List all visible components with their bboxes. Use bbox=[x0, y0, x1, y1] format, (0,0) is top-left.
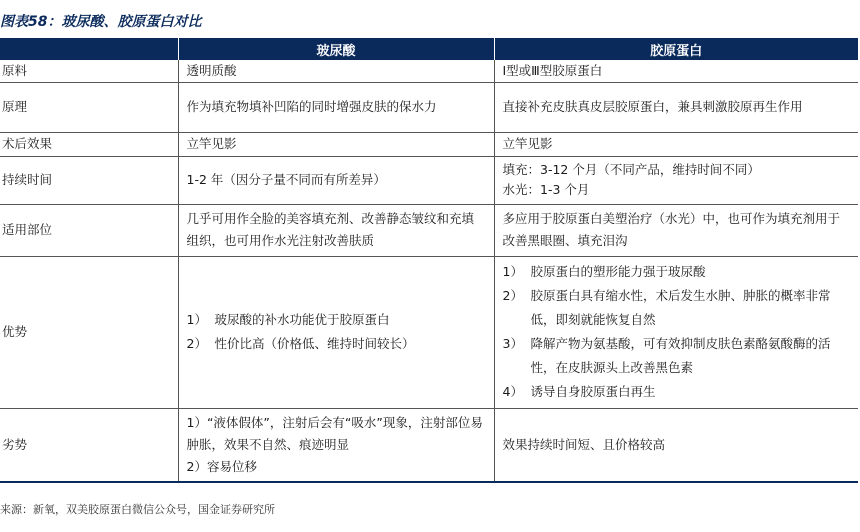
table-cell bbox=[494, 256, 858, 408]
table-cell: 立竿见影 bbox=[494, 132, 858, 156]
table-cell: 多应用于胶原蛋白美塑治疗（水光）中，也可作为填充剂用于改善黑眼圈、填充泪沟 bbox=[494, 204, 858, 256]
row-label: 劣势 bbox=[0, 408, 178, 482]
list-item: 4） 诱导自身胶原蛋白再生 bbox=[502, 384, 656, 399]
list-item: 1） 玻尿酸的补水功能优于胶原蛋白 bbox=[186, 312, 390, 327]
table-cell: 效果持续时间短、且价格较高 bbox=[494, 408, 858, 482]
table-row bbox=[0, 204, 858, 256]
list-item: 2） 性价比高（价格低、维持时间较长） bbox=[186, 336, 415, 351]
collagen-pros-list bbox=[503, 260, 851, 404]
table-cell: 立竿见影 bbox=[178, 132, 494, 156]
row-label: 优势 bbox=[0, 256, 178, 408]
cons-item: 2）容易位移 bbox=[186, 458, 257, 474]
table-row bbox=[0, 156, 858, 204]
source-note: 来源：新氧，双美胶原蛋白微信公众号，国金证券研究所 bbox=[0, 503, 275, 516]
table-header-row bbox=[0, 38, 858, 60]
table-cell: Ⅰ型或Ⅲ型胶原蛋白 bbox=[494, 60, 858, 82]
figure-title: 图表58：玻尿酸、胶原蛋白对比 bbox=[0, 14, 202, 30]
row-label: 持续时间 bbox=[0, 156, 178, 204]
header-collagen: 胶原蛋白 bbox=[494, 38, 858, 60]
header-blank bbox=[0, 38, 178, 60]
table-cell: 透明质酸 bbox=[178, 60, 494, 82]
table-cell: 1-2 年（因分子量不同而有所差异） bbox=[178, 156, 494, 204]
table-row bbox=[0, 82, 858, 132]
list-item: 3） 降解产物为氨基酸，可有效抑制皮肤色素酪氨酸酶的活性，在皮肤源头上改善黑色素 bbox=[502, 336, 831, 375]
comparison-table bbox=[0, 38, 858, 483]
duration-hydro: 水光：1-3 个月 bbox=[502, 182, 590, 197]
table-row bbox=[0, 256, 858, 408]
row-label: 原理 bbox=[0, 82, 178, 132]
table-row bbox=[0, 132, 858, 156]
list-item: 2） 胶原蛋白具有缩水性，术后发生水肿、肿胀的概率非常低，即刻就能恢复自然 bbox=[502, 288, 831, 327]
table-cell: 几乎可用作全脸的美容填充剂、改善静态皱纹和充填组织，也可用作水光注射改善肤质 bbox=[178, 204, 494, 256]
row-label: 原料 bbox=[0, 60, 178, 82]
hyaluronic-pros-list bbox=[187, 308, 486, 356]
cons-item: 1）“液体假体”，注射后会有“吸水”现象，注射部位易肿胀，效果不自然、痕迹明显 bbox=[186, 414, 483, 452]
list-item: 1） 胶原蛋白的塑形能力强于玻尿酸 bbox=[502, 264, 706, 279]
row-label: 适用部位 bbox=[0, 204, 178, 256]
header-hyaluronic: 玻尿酸 bbox=[178, 38, 494, 60]
table-cell: 作为填充物填补凹陷的同时增强皮肤的保水力 bbox=[178, 82, 494, 132]
table-cell: 直接补充皮肤真皮层胶原蛋白，兼具刺激胶原再生作用 bbox=[494, 82, 858, 132]
table-row bbox=[0, 60, 858, 82]
table-cell bbox=[494, 156, 858, 204]
table-cell bbox=[178, 256, 494, 408]
row-label: 术后效果 bbox=[0, 132, 178, 156]
table-cell bbox=[178, 408, 494, 482]
table-row bbox=[0, 408, 858, 482]
duration-fill: 填充：3-12 个月（不同产品，维持时间不同） bbox=[502, 162, 760, 177]
